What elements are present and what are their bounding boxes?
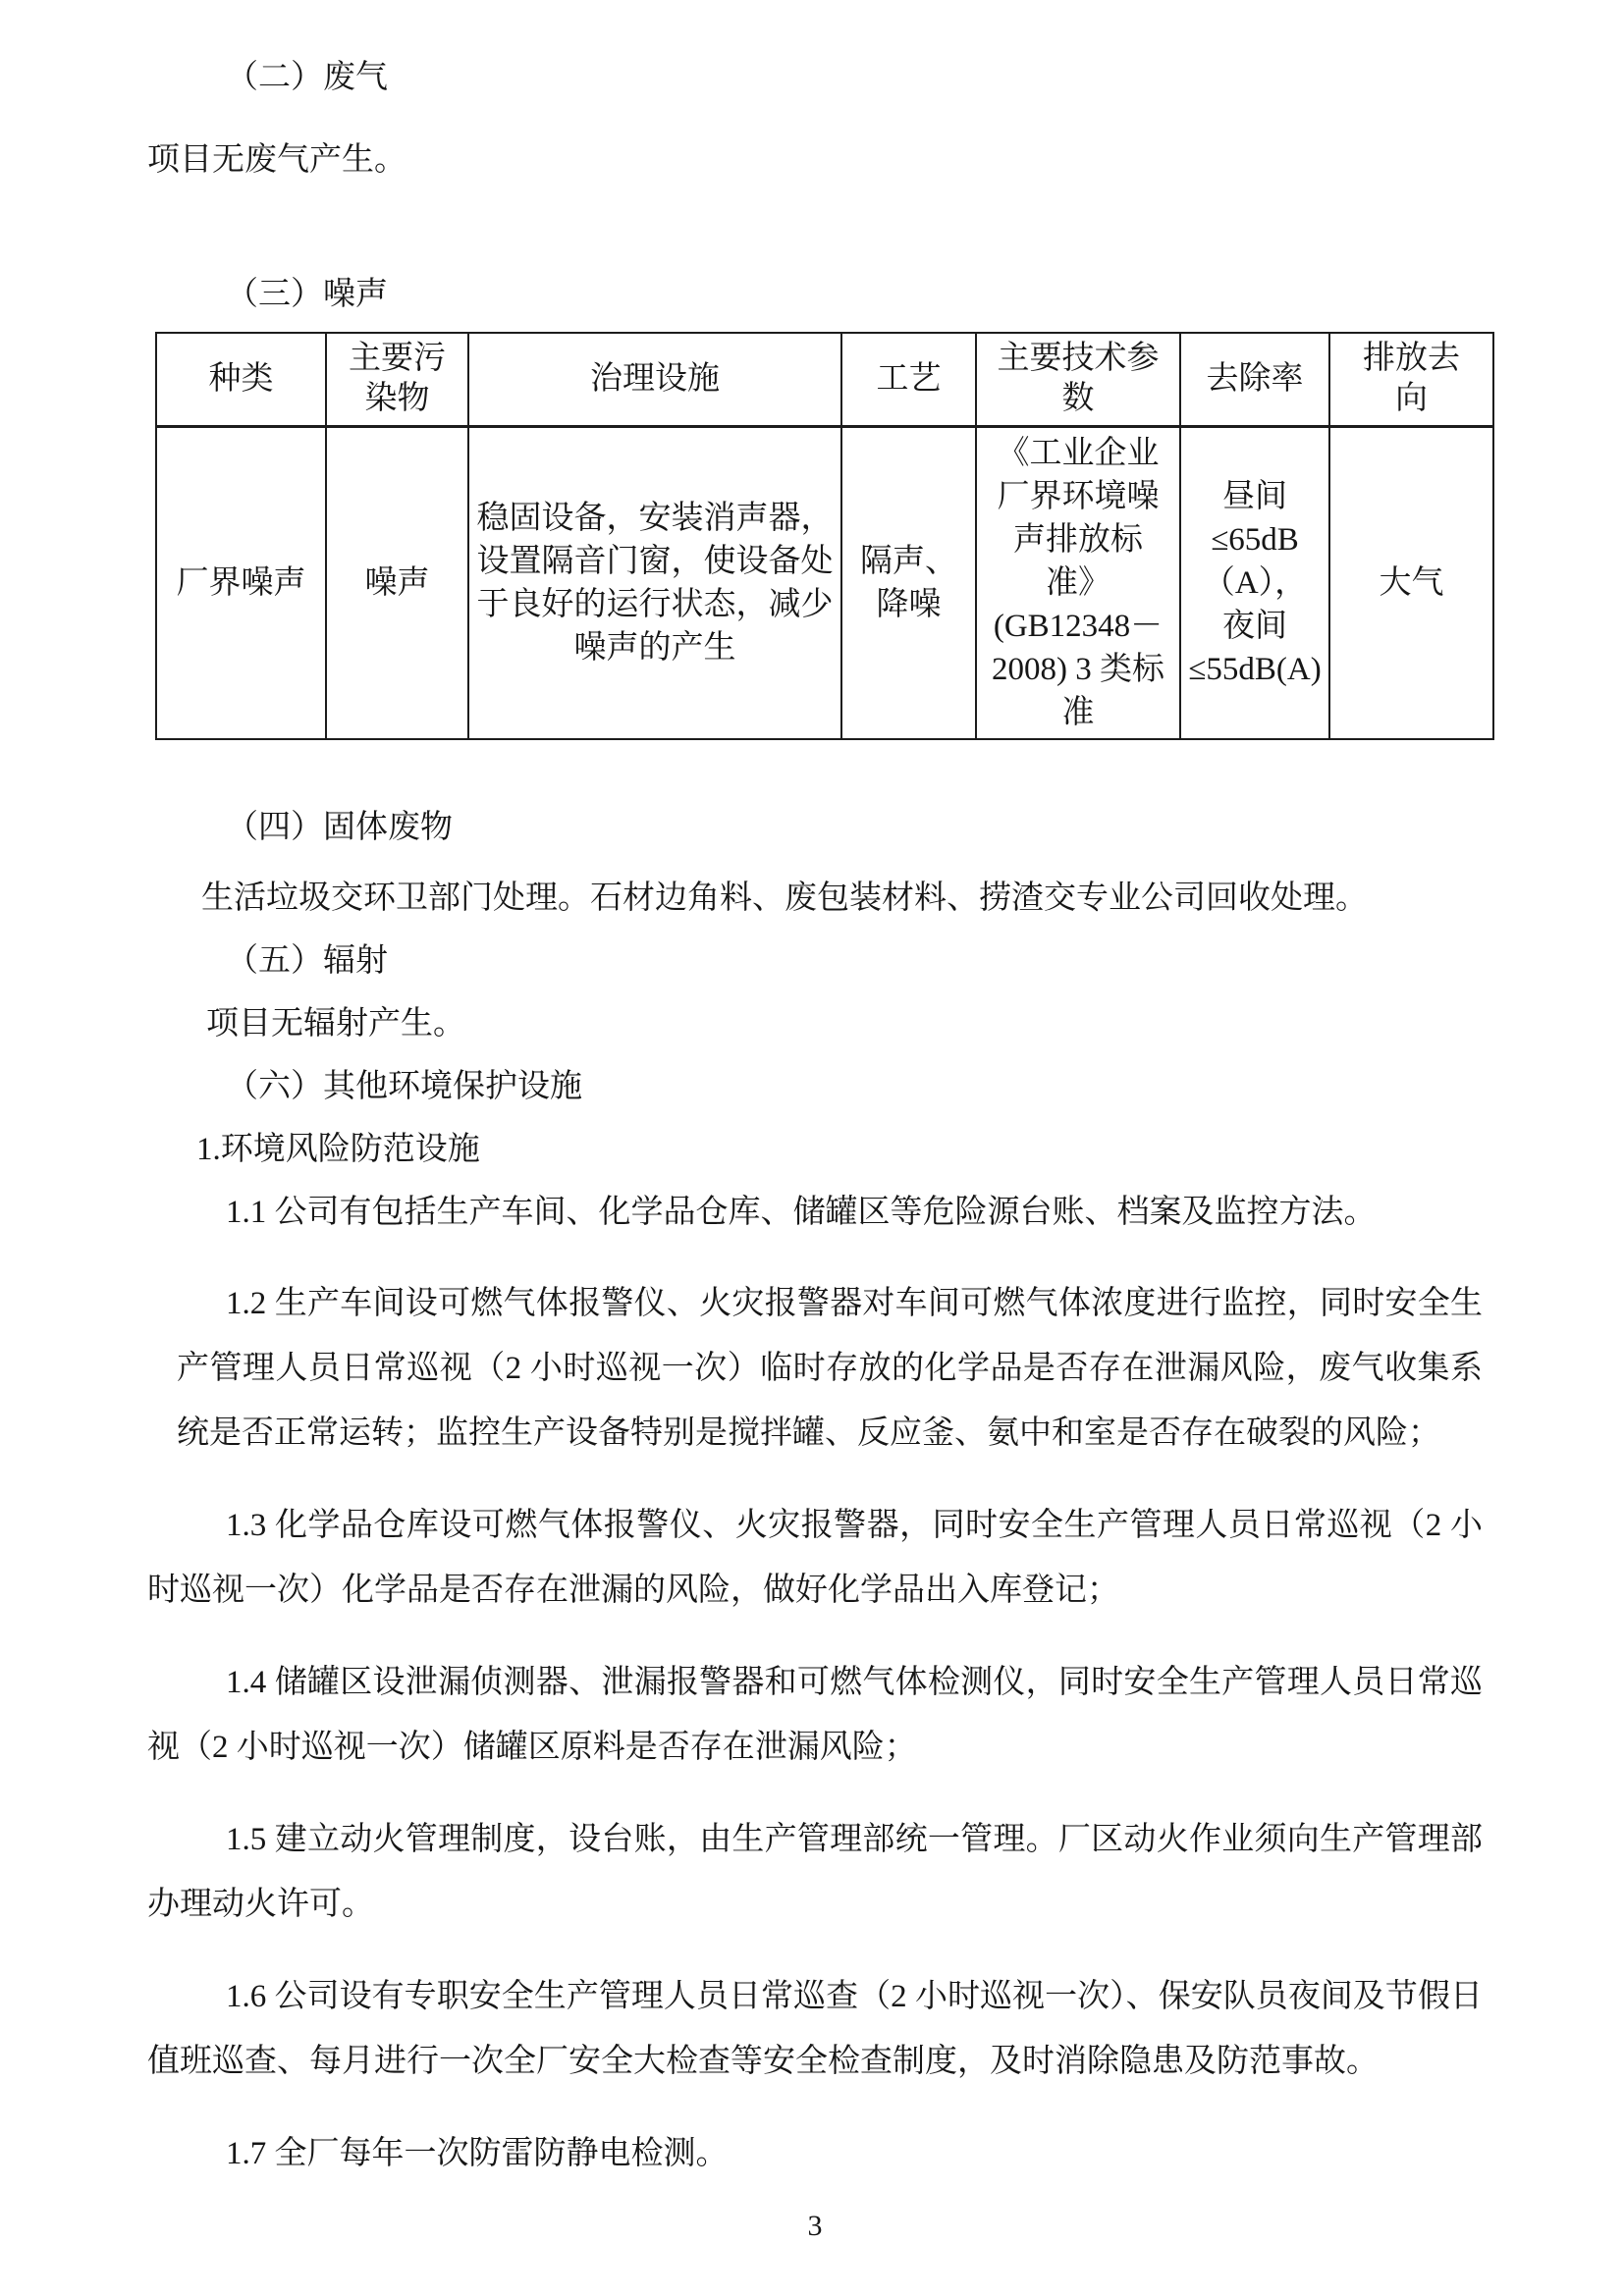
page-number: 3 [807, 2209, 823, 2242]
cell-treatment-facility: 稳固设备，安装消声器，设置隔音门窗，使设备处于良好的运行状态，减少噪声的产生 [468, 426, 841, 739]
table-row [156, 426, 1493, 739]
cell-technical-parameters: 《工业企业厂界环境噪声排放标准》(GB12348－2008) 3 类标准 [976, 426, 1180, 739]
col-header-process: 工艺 [841, 333, 976, 426]
table-header-row [156, 333, 1493, 426]
cell-main-pollutant: 噪声 [326, 426, 468, 739]
heading-other-facilities: （六）其他环境保护设施 [226, 1068, 582, 1104]
noise-treatment-table [155, 332, 1494, 740]
para-waste-gas: 项目无废气产生。 [147, 142, 406, 178]
col-header-technical-parameters: 主要技术参数 [976, 333, 1180, 426]
risk-item-1-5: 1.5 建立动火管理制度，设台账，由生产管理部统一管理。厂区动火作业须向生产管理部办理动火许可。 [147, 1821, 1483, 1922]
para-radiation: 项目无辐射产生。 [206, 1005, 465, 1041]
risk-item-1-3: 1.3 化学品仓库设可燃气体报警仪、火灾报警器，同时安全生产管理人员日常巡视（2 小时巡视一次）化学品是否存在泄漏的风险，做好化学品出入库登记； [147, 1507, 1483, 1608]
heading-radiation: （五）辐射 [226, 942, 388, 979]
risk-item-1-2: 1.2 生产车间设可燃气体报警仪、火灾报警器对车间可燃气体浓度进行监控，同时安全生产管理人员日常巡视（2 小时巡视一次）临时存放的化学品是否存在泄漏风险，废气收集系统是否正常运转；监控生产设备特别是搅拌罐、反应釜、氨中和室是否存在破裂的风险； [177, 1285, 1483, 1451]
heading-waste-gas: （二）废气 [226, 60, 388, 95]
cell-process: 隔声、降噪 [841, 426, 976, 739]
risk-item-1-7: 1.7 全厂每年一次防雷防静电检测。 [226, 2135, 729, 2171]
cell-removal-rate: 昼间≤65dB（A），夜间≤55dB(A) [1180, 426, 1329, 739]
heading-solid-waste: （四）固体废物 [226, 809, 453, 845]
risk-item-1-4: 1.4 储罐区设泄漏侦测器、泄漏报警器和可燃气体检测仪，同时安全生产管理人员日常巡视（2 小时巡视一次）储罐区原料是否存在泄漏风险； [147, 1664, 1483, 1765]
col-header-main-pollutant: 主要污染物 [326, 333, 468, 426]
heading-noise: （三）噪声 [226, 277, 388, 312]
col-header-removal-rate: 去除率 [1180, 333, 1329, 426]
cell-discharge-destination: 大气 [1329, 426, 1493, 739]
risk-item-1-6: 1.6 公司设有专职安全生产管理人员日常巡查（2 小时巡视一次）、保安队员夜间及节假日值班巡查、每月进行一次全厂安全大检查等安全检查制度，及时消除隐患及防范事故。 [147, 1978, 1483, 2079]
col-header-treatment-facility: 治理设施 [468, 333, 841, 426]
subheading-risk-prevention: 1.环境风险防范设施 [196, 1131, 480, 1167]
cell-type: 厂界噪声 [156, 426, 326, 739]
col-header-discharge-destination: 排放去向 [1329, 333, 1493, 426]
col-header-type: 种类 [156, 333, 326, 426]
para-solid-waste: 生活垃圾交环卫部门处理。石材边角料、废包装材料、捞渣交专业公司回收处理。 [201, 880, 1368, 916]
risk-item-1-1: 1.1 公司有包括生产车间、化学品仓库、储罐区等危险源台账、档案及监控方法。 [226, 1194, 1377, 1230]
